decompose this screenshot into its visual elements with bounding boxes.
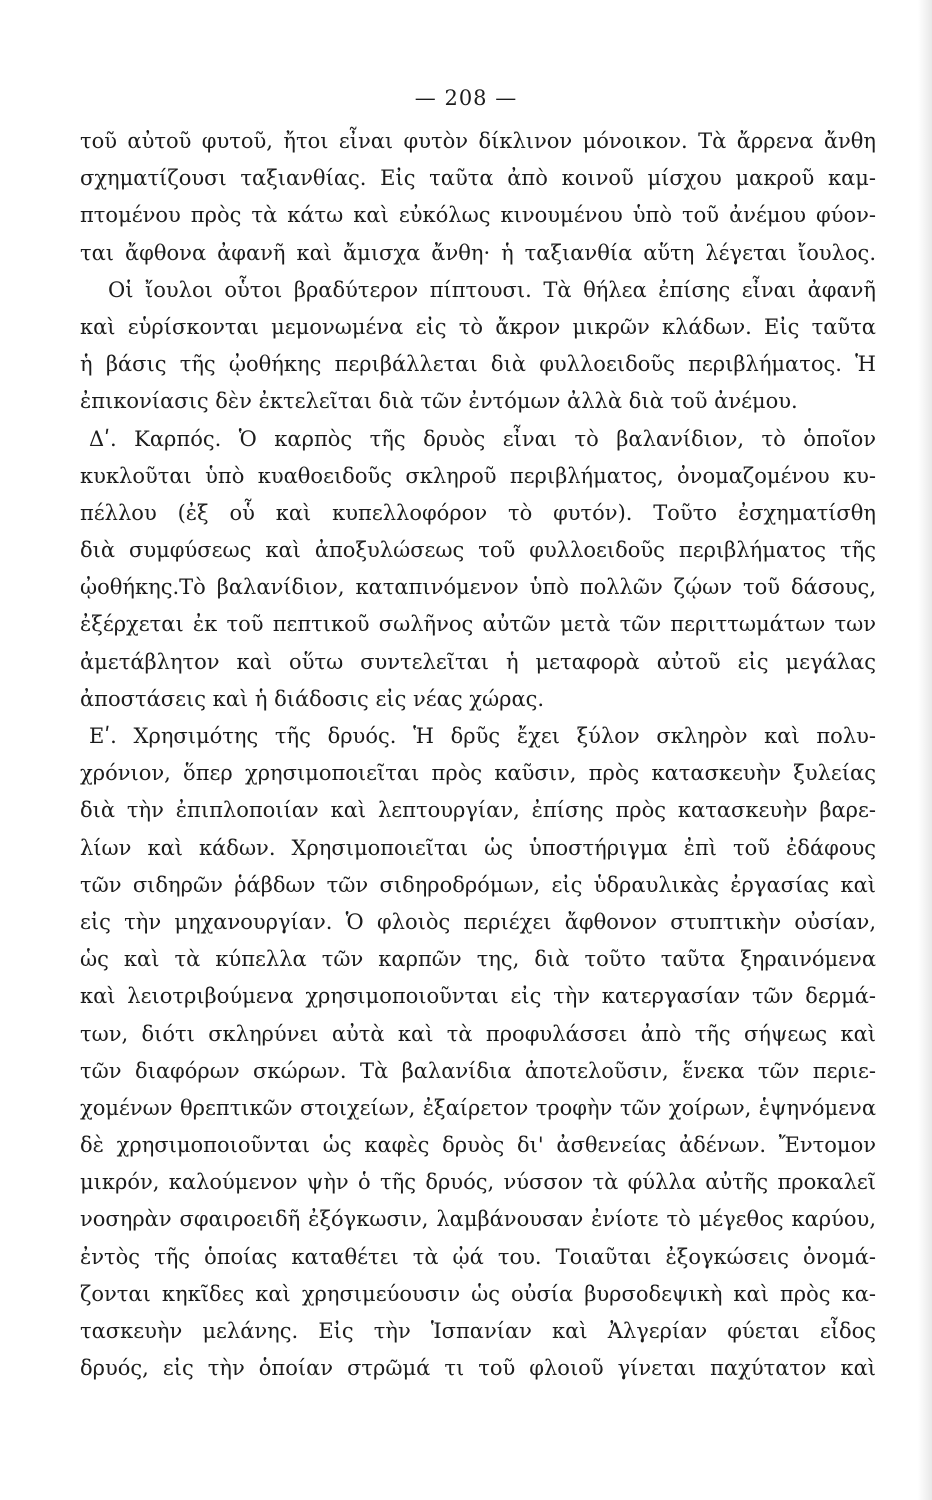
text-line: ἡ βάσις τῆς ᾠοθήκης περιβάλλεται διὰ φυλλοειδοῦς περιβλήματος. Ἡ (80, 352, 876, 377)
text-line: νοσηρὰν σφαιροειδῆ ἐξόγκωσιν, λαμβάνουσαν ἐνίοτε τὸ μέγεθος καρύου, (80, 1207, 876, 1232)
text-line: τασκευὴν μελάνης. Εἰς τὴν Ἱσπανίαν καὶ Ἀλγερίαν φύεται εἶδος (80, 1319, 876, 1343)
text-line: ᾠοθήκης.Τὸ βαλανίδιον, καταπινόμενον ὑπὸ πολλῶν ζῴων τοῦ δάσους, (80, 575, 876, 600)
text-line: τῶν διαφόρων σκώρων. Τὰ βαλανίδια ἀποτελοῦσιν, ἕνεκα τῶν περιε- (80, 1058, 876, 1083)
text-line: μικρόν, καλούμενον ψὴν ὁ τῆς δρυός, νύσσον τὰ φύλλα αὐτῆς προκαλεῖ (80, 1170, 876, 1195)
text-line: λίων καὶ κάδων. Χρησιμοποιεῖται ὡς ὑποστήριγμα ἐπὶ τοῦ ἐδάφους (80, 835, 876, 860)
text-line: τοῦ αὐτοῦ φυτοῦ, ἤτοι εἶναι φυτὸν δίκλινον μόνοικον. Τὰ ἄρρενα ἄνθη (80, 129, 876, 153)
text-line: δρυός, εἰς τὴν ὁποίαν στρῶμά τι τοῦ φλοιοῦ γίνεται παχύτατον καὶ (80, 1356, 876, 1381)
text-line: Οἱ ἴουλοι οὗτοι βραδύτερον πίπτουσι. Τὰ θήλεα ἐπίσης εἶναι ἀφανῆ (108, 277, 876, 302)
text-line: δὲ χρησιμοποιοῦνται ὡς καφὲς δρυὸς δι' ἀσθενείας ἀδένων. Ἔντομον (80, 1133, 876, 1158)
text-line: καὶ εὑρίσκονται μεμονωμένα εἰς τὸ ἄκρον μικρῶν κλάδων. Εἰς ταῦτα (80, 314, 876, 339)
section-heading-line: Δʹ. Καρπός. Ὁ καρπὸς τῆς δρυὸς εἶναι τὸ βαλανίδιον, τὸ ὁποῖον (89, 426, 876, 451)
text-line: ζονται κηκῖδες καὶ χρησιμεύουσιν ὡς οὐσία βυρσοδεψικὴ καὶ πρὸς κα- (80, 1281, 876, 1306)
text-line: πέλλου (ἐξ οὗ καὶ κυπελλοφόρον τὸ φυτόν). Τοῦτο ἐσχηματίσθη (80, 500, 876, 525)
text-line: διὰ συμφύσεως καὶ ἀποξυλώσεως τοῦ φυλλοειδοῦς περιβλήματος τῆς (80, 538, 876, 563)
text-line: εἰς τὴν μηχανουργίαν. Ὁ φλοιὸς περιέχει ἄφθονον στυπτικὴν οὐσίαν, (80, 909, 876, 934)
text-line: πτομένου πρὸς τὰ κάτω καὶ εὐκόλως κινουμένου ὑπὸ τοῦ ἀνέμου φύον- (80, 203, 876, 228)
text-line: ὡς καὶ τὰ κύπελλα τῶν καρπῶν της, διὰ τοῦτο ταῦτα ξηραινόμενα (80, 947, 876, 972)
text-line: διὰ τὴν ἐπιπλοποιίαν καὶ λεπτουργίαν, ἐπίσης πρὸς κατασκευὴν βαρε- (80, 798, 876, 823)
text-line: ἐξέρχεται ἐκ τοῦ πεπτικοῦ σωλῆνος αὐτῶν μετὰ τῶν περιττωμάτων των (80, 612, 876, 637)
text-line: χρόνιον, ὅπερ χρησιμοποιεῖται πρὸς καῦσιν, πρὸς κατασκευὴν ξυλείας (80, 761, 876, 786)
text-line: ἐπικονίασις δὲν ἐκτελεῖται διὰ τῶν ἐντόμων ἀλλὰ διὰ τοῦ ἀνέμου. (80, 389, 798, 414)
body-text (80, 123, 876, 1387)
text-line: τῶν σιδηρῶν ῥάβδων τῶν σιδηροδρόμων, εἰς ὑδραυλικὰς ἐργασίας καὶ (80, 872, 876, 897)
text-line: χομένων θρεπτικῶν στοιχείων, ἐξαίρετον τροφὴν τῶν χοίρων, ἑψηνόμενα (80, 1095, 876, 1120)
text-line: σχηματίζουσι ταξιανθίας. Εἰς ταῦτα ἀπὸ κοινοῦ μίσχου μακροῦ καμ- (80, 166, 876, 191)
text-line: των, διότι σκληρύνει αὐτὰ καὶ τὰ προφυλάσσει ἀπὸ τῆς σήψεως καὶ (80, 1021, 876, 1046)
page-edge-shadow (918, 0, 932, 1500)
section-heading-line: Εʹ. Χρησιμότης τῆς δρυός. Ἡ δρῦς ἔχει ξύλον σκληρὸν καὶ πολυ- (89, 724, 876, 748)
text-line: ται ἄφθονα ἀφανῆ καὶ ἄμισχα ἄνθη· ἡ ταξιανθία αὕτη λέγεται ἴουλος. (80, 240, 876, 265)
text-line: κυκλοῦται ὑπὸ κυαθοειδοῦς σκληροῦ περιβλήματος, ὀνομαζομένου κυ- (80, 463, 876, 488)
text-line: ἀμετάβλητον καὶ οὕτω συντελεῖται ἡ μεταφορὰ αὐτοῦ εἰς μεγάλας (80, 649, 876, 674)
page-number: — 208 — (414, 86, 518, 110)
text-line: ἀποστάσεις καὶ ἡ διάδοσις εἰς νέας χώρας. (80, 686, 545, 711)
text-line: καὶ λειοτριβούμενα χρησιμοποιοῦνται εἰς τὴν κατεργασίαν τῶν δερμά- (80, 984, 876, 1009)
text-line: ἐντὸς τῆς ὁποίας καταθέτει τὰ ᾠά του. Τοιαῦται ἐξογκώσεις ὀνομά- (80, 1244, 876, 1269)
